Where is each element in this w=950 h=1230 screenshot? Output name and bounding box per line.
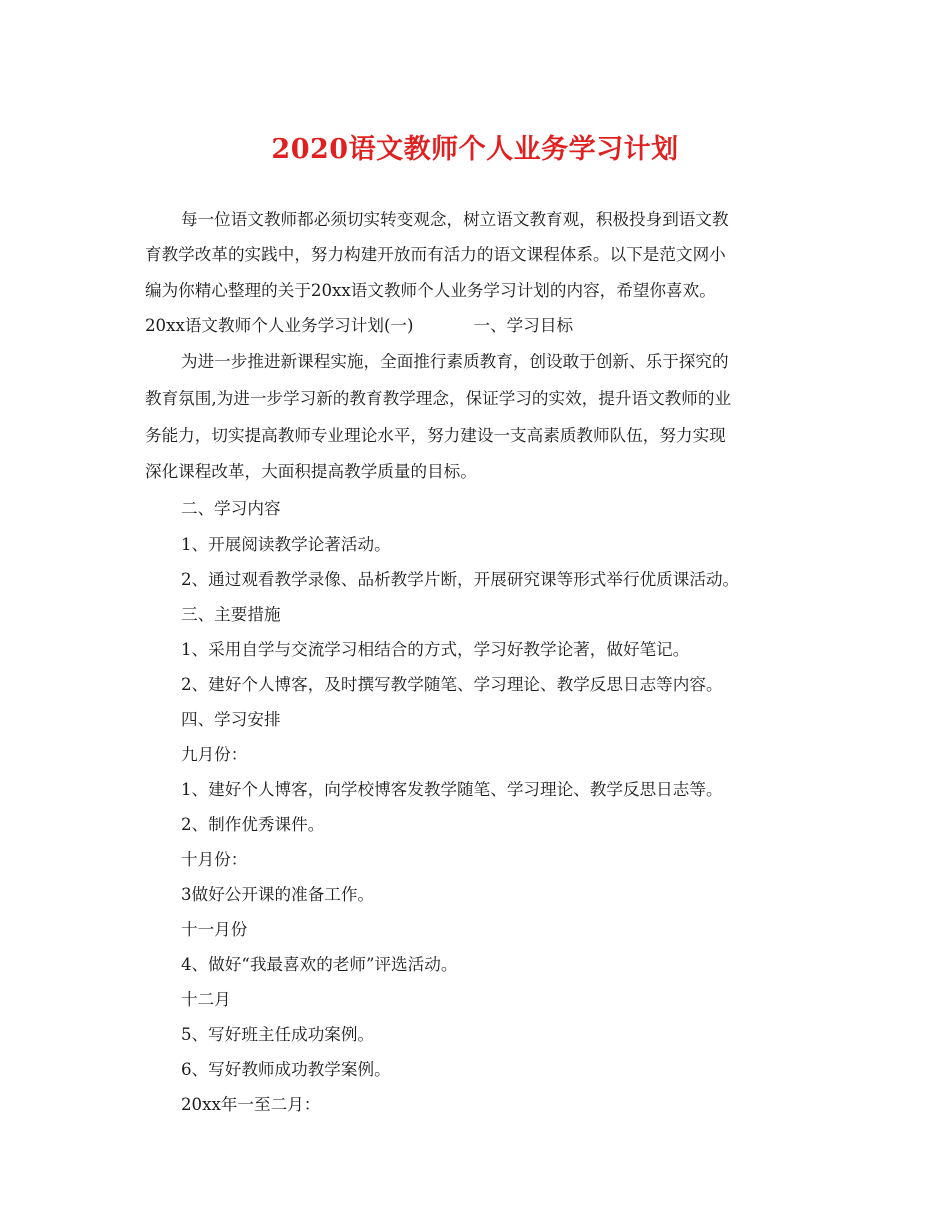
list-item: 3做好公开课的准备工作。 [181, 885, 375, 904]
list-item: 1、建好个人博客，向学校博客发教学随笔、学习理论、教学反思日志等。 [181, 780, 723, 799]
intro-line: 每一位语文教师都必须切实转变观念，树立语文教育观，积极投身到语文教 [181, 210, 729, 229]
list-item: 1、开展阅读教学论著活动。 [181, 535, 391, 554]
list-item: 5、写好班主任成功案例。 [181, 1025, 375, 1044]
subheading-line [145, 314, 825, 338]
list-item: 1、采用自学与交流学习相结合的方式，学习好教学论著，做好笔记。 [181, 640, 690, 659]
goal-line: 务能力，切实提高教师专业理论水平，努力建设一支高素质教师队伍，努力实现 [145, 426, 726, 445]
section-heading: 二、学习内容 [181, 499, 281, 518]
month-label: 十一月份 [181, 920, 248, 939]
section-heading: 三、主要措施 [181, 605, 281, 624]
goal-line: 教育氛围,为进一步学习新的教育教学理念，保证学习的实效，提升语文教师的业 [145, 389, 732, 408]
month-label: 20xx年一至二月： [181, 1095, 321, 1114]
intro-line: 育教学改革的实践中，努力构建开放而有活力的语文课程体系。以下是范文网小 [145, 245, 726, 264]
intro-line: 编为你精心整理的关于20xx语文教师个人业务学习计划的内容，希望你喜欢。 [145, 281, 716, 300]
section-heading: 一、学习目标 [473, 316, 574, 335]
list-item: 2、建好个人博客，及时撰写教学随笔、学习理论、教学反思日志等内容。 [181, 675, 723, 694]
list-item: 2、通过观看教学录像、品析教学片断，开展研究课等形式举行优质课活动。 [181, 570, 740, 589]
document-title: 2020语文教师个人业务学习计划 [271, 134, 679, 165]
month-label: 十月份： [181, 850, 248, 869]
list-item: 6、写好教师成功教学案例。 [181, 1060, 391, 1079]
goal-line: 深化课程改革，大面积提高教学质量的目标。 [145, 462, 477, 481]
goal-line: 为进一步推进新课程实施，全面推行素质教育，创设敢于创新、乐于探究的 [181, 352, 729, 371]
section-heading: 四、学习安排 [181, 710, 281, 729]
month-label: 九月份： [181, 745, 248, 764]
list-item: 2、制作优秀课件。 [181, 815, 325, 834]
plan-subheading: 20xx语文教师个人业务学习计划(一) [145, 316, 414, 335]
month-label: 十二月 [181, 990, 231, 1009]
list-item: 4、做好“我最喜欢的老师”评选活动。 [181, 955, 458, 974]
